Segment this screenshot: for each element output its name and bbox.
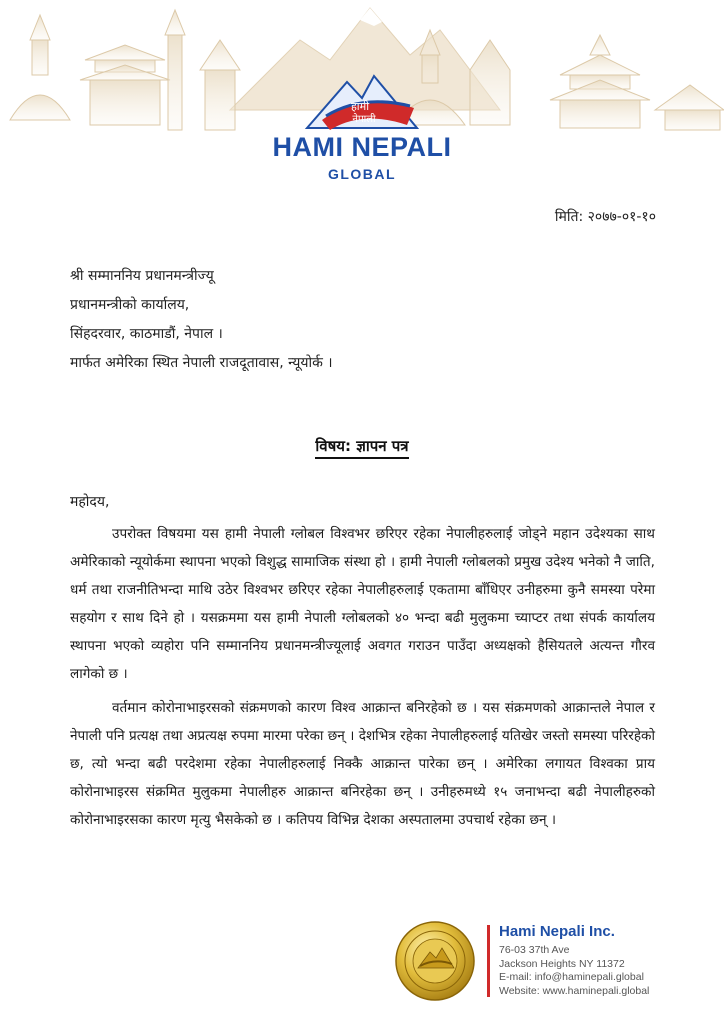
body-paragraph — [70, 520, 655, 688]
address-line: Jackson Heights NY 11372 — [499, 957, 625, 970]
recipient-line: श्री सम्माननिय प्रधानमन्त्रीज्यू — [70, 268, 214, 284]
logo-text-bottom: नेपाली — [352, 114, 376, 125]
letter-date: मिति: २०७७-०१-१० — [554, 209, 656, 225]
salutation: महोदय, — [70, 494, 110, 510]
body-paragraph — [70, 694, 655, 834]
address-line: 76-03 37th Ave — [499, 944, 570, 956]
recipient-line: मार्फत अमेरिका स्थित नेपाली राजदूतावास, न्यूयोर्क । — [70, 355, 333, 371]
mountain-flag-logo-icon — [302, 70, 422, 132]
gold-seal-icon — [394, 920, 476, 1002]
letter-body — [70, 520, 655, 840]
recipient-line: सिंहदरवार, काठमाडौं, नेपाल । — [70, 326, 223, 342]
email-text[interactable]: E-mail: info@haminepali.global — [499, 971, 644, 983]
brand-name: HAMI NEPALI — [272, 132, 452, 162]
footer-divider — [487, 925, 490, 997]
company-name: Hami Nepali Inc. — [499, 923, 615, 940]
brand-logo — [262, 70, 462, 182]
company-contact-block — [499, 923, 649, 998]
recipient-line: प्रधानमन्त्रीको कार्यालय, — [70, 297, 190, 313]
paragraph-text: उपरोक्त विषयमा यस हामी नेपाली ग्लोबल विश्वभर छरिएर रहेका नेपालीहरुलाई जोड्ने महान उदेश्यका साथ अमेरिकाको न्यूयोर्कमा स्थापना भएको विशुद्ध सामाजिक संस्था हो । हामी नेपाली ग्लोबलको प्रमुख उदेश्य भनेको नै जाति, धर्म तथा राजनीतिभन्दा माथि उठेर विश्वभर छरिएर रहेका नेपालीहरुलाई एकतामा बाँधिएर उनीहरुमा कुनै समस्या परेमा सहयोग र साथ दिने हो । यसक्रममा यस हामी नेपाली ग्लोबलको ४० भन्दा बढी मुलुकमा च्याप्टर तथा संपर्क कार्यालय स्थापना भएको व्यहोरा पनि सम्माननिय प्रधानमन्त्रीज्यूलाई अवगत गराउन पाउँदा अध्यक्षको हैसियतले अत्यन्त गौरव लागेको छ । — [70, 526, 655, 682]
paragraph-text: वर्तमान कोरोनाभाइरसको संक्रमणको कारण विश्व आक्रान्त बनिरहेको छ । यस संक्रमणको आक्रान्तले नेपाल र नेपाली पनि प्रत्यक्ष तथा अप्रत्यक्ष रुपमा मारमा परेका छन् । देशभित्र रहेका नेपालीहरुलाई यतिखेर जस्तो समस्या परिरहेको छ, त्यो भन्दा बढी परदेशमा रहेका नेपालीहरुलाई निक्कै आक्रान्त पारेका छन् । अमेरिका लगायत विश्वका प्राय कोरोनाभाइरस संक्रमित मुलुकमा नेपालीहरु आक्रान्त बनिरहेका छन् । उनीहरुमध्ये १५ जनाभन्दा बढी नेपालीहरुको कोरोनाभाइरसका कारण मृत्यु भैसकेको छ । कतिपय विभिन्न देशका अस्पतालमा उपचार्थ रहेका छन् । — [70, 700, 655, 828]
website-text[interactable]: Website: www.haminepali.global — [499, 984, 650, 997]
subject-line — [0, 436, 724, 456]
subject-text: विषय: ज्ञापन पत्र — [315, 437, 408, 459]
brand-subtitle: GLOBAL — [327, 166, 397, 182]
recipient-address — [70, 262, 333, 378]
logo-text-top: हामी — [350, 100, 370, 113]
